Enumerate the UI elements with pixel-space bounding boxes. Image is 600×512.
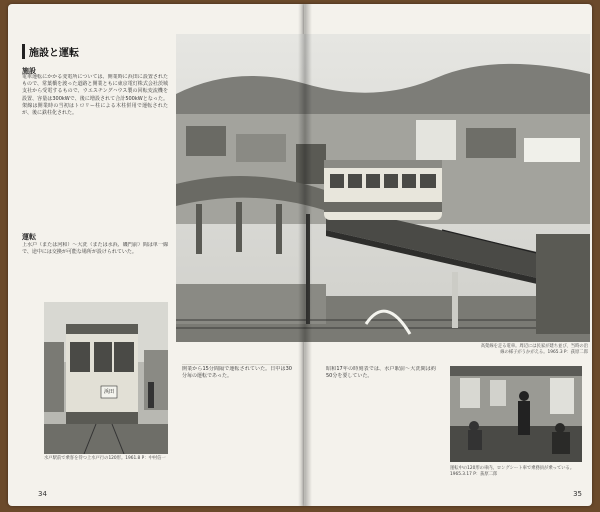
page-number-right: 35: [573, 490, 582, 498]
tram-interior-illustration: [450, 366, 582, 462]
book-spread: [8, 4, 592, 506]
text-rule: [182, 364, 290, 365]
body-paragraph-schedule: 開業から15分間隔で運転されていた。日中は30分毎の運転であった。: [182, 366, 292, 380]
sub-heading-facilities: 施設: [22, 67, 36, 75]
spread-photo-caption: 高架線を走る電車。周辺には民家が建ち並び、当時の沿線の様子がうかがえる。1965.3 P：荻原二郎: [480, 344, 588, 355]
body-paragraph-operation: 上水戸（または河和）〜大洗（または水浜、磯門前）間は単一線で、途中には交換が可能な場所が設けられていた。: [22, 242, 168, 256]
page-number-left: 34: [38, 490, 47, 498]
left-photo-caption: 水戸駅前で乗客を待つ上水戸行の120形。1961.8 P：中村信一: [44, 456, 166, 461]
tram-station-illustration: [44, 302, 168, 454]
body-paragraph-timetable: 昭和17年の時刻表では、水戸駅前〜大洗間は約50分を要していた。: [326, 366, 436, 380]
tram-interior-photo: [450, 366, 582, 462]
elevated-tram-illustration: [176, 34, 590, 342]
elevated-tram-spread-photo: [176, 34, 590, 342]
body-paragraph-facilities: 電車運転にかかる変電所については、開業時に浜田に設置されたもので、常葉橋を渡った道路と開業ともに東京電灯株式会社茨城支社から受電するもので、ウエスチングハウス製の回転変流機を設置、容量は300kWで、後に増設されて合計500kWとなった。架線は開業時の当初はトロリー柱による木柱併用で運転されたが、後に鉄柱化された。: [22, 74, 168, 117]
section-title: 施設と運転: [22, 44, 79, 59]
sub-heading-operation: 運転: [22, 233, 36, 241]
book-gutter: [298, 4, 312, 506]
right-photo-caption: 運転中の120形の車内。ロングシート車で乗務員が乗っている。1965.3.17 P：荻原二郎: [450, 466, 575, 477]
tram-destination-sign: 浜田: [104, 389, 115, 395]
tram-station-photo: [44, 302, 168, 454]
